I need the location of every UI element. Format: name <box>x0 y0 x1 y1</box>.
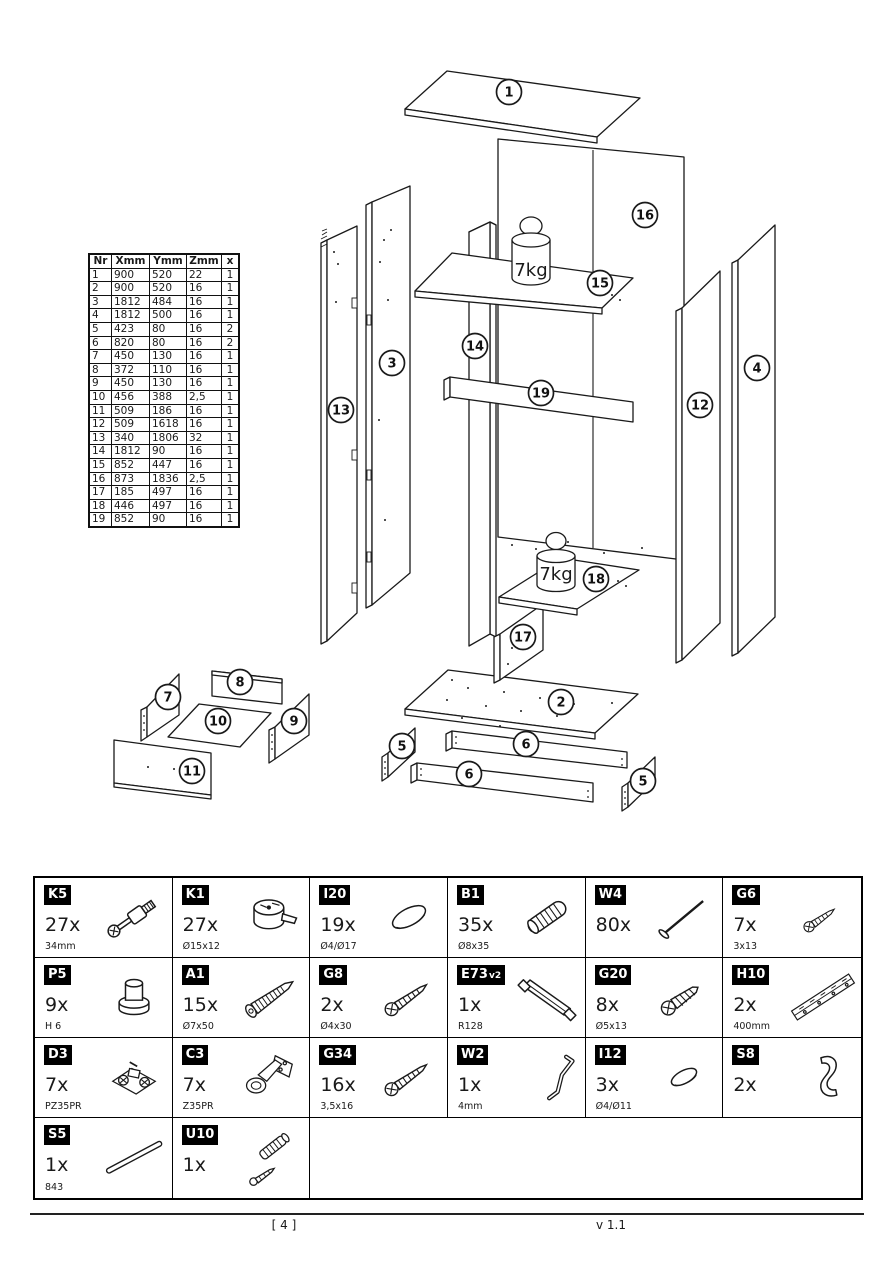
part-spec: H 6 <box>45 1021 62 1032</box>
part-spec: Ø4x30 <box>320 1021 352 1032</box>
table-row: 5 423 80 16 2 <box>89 322 239 336</box>
part-code-badge: E73v2 <box>457 965 505 985</box>
table-row: 7 450 130 16 1 <box>89 350 239 364</box>
table-row: 15 852 447 16 1 <box>89 458 239 472</box>
part-label-16 <box>633 203 658 228</box>
allen-key-icon <box>513 1048 581 1106</box>
table-row: 8 372 110 16 1 <box>89 363 239 377</box>
part-quantity: 15x <box>182 994 219 1016</box>
svg-text:9: 9 <box>289 714 299 730</box>
svg-text:6: 6 <box>521 737 531 753</box>
part-quantity: 27x <box>182 914 219 936</box>
svg-text:6: 6 <box>464 767 474 783</box>
part-quantity: 3x <box>595 1074 619 1096</box>
nail-icon <box>650 888 718 946</box>
confirmat-screw-icon <box>237 968 305 1026</box>
part-code-badge: I20 <box>319 885 350 905</box>
table-row: 1 900 520 22 1 <box>89 268 239 282</box>
screw-small-icon <box>789 888 857 946</box>
part-label-8 <box>228 670 253 695</box>
cam-bolt-icon <box>100 888 168 946</box>
footer-divider <box>30 1213 864 1215</box>
part-quantity: 2x <box>733 994 757 1016</box>
hardware-item-W2 <box>448 1038 586 1118</box>
part-code-badge: G8 <box>319 965 347 985</box>
part-code-badge: C3 <box>182 1045 209 1065</box>
svg-text:8: 8 <box>235 675 245 691</box>
panel-top-1 <box>405 71 640 143</box>
svg-text:19: 19 <box>531 386 551 402</box>
hardware-item-A1 <box>173 958 311 1038</box>
table-row: 17 185 497 16 1 <box>89 486 239 500</box>
svg-text:13: 13 <box>331 403 351 419</box>
wood-dowel-icon <box>513 888 581 946</box>
column-header: x <box>222 254 240 268</box>
part-quantity: 7x <box>182 1074 206 1096</box>
hardware-item-H10 <box>723 958 861 1038</box>
panel-side-12 <box>676 271 720 663</box>
svg-text:3: 3 <box>387 356 397 372</box>
svg-text:11: 11 <box>182 764 202 780</box>
part-quantity: 1x <box>458 994 482 1016</box>
part-spec: Ø4/Ø17 <box>320 941 357 952</box>
cam-lock-icon <box>237 888 305 946</box>
svg-text:16: 16 <box>635 208 655 224</box>
dimensions-table <box>88 253 240 528</box>
part-label-2 <box>549 690 574 715</box>
part-label-6 <box>457 762 482 787</box>
part-code-badge: U10 <box>182 1125 219 1145</box>
panel-side-4 <box>732 225 775 656</box>
part-spec: Ø8x35 <box>458 941 490 952</box>
part-spec: Ø5x13 <box>595 1021 627 1032</box>
hardware-empty-cell <box>310 1118 861 1198</box>
svg-text:14: 14 <box>465 339 485 355</box>
svg-text:17: 17 <box>513 630 533 646</box>
part-label-11 <box>180 759 205 784</box>
part-label-18 <box>584 567 609 592</box>
table-row: 11 509 186 16 1 <box>89 404 239 418</box>
part-label-12 <box>688 393 713 418</box>
part-code-suffix: v2 <box>488 971 502 981</box>
hardware-item-B1 <box>448 878 586 958</box>
hardware-item-G20 <box>586 958 724 1038</box>
part-code-badge: K1 <box>182 885 209 905</box>
part-spec: 4mm <box>458 1101 483 1112</box>
part-quantity: 1x <box>458 1074 482 1096</box>
part-code-badge: S8 <box>732 1045 758 1065</box>
part-quantity: 7x <box>733 914 757 936</box>
part-quantity: 16x <box>320 1074 356 1096</box>
table-row: 4 1812 500 16 1 <box>89 309 239 323</box>
panel-back-16 <box>498 139 684 560</box>
part-spec: 843 <box>45 1182 64 1193</box>
part-spec: Z35PR <box>182 1101 214 1112</box>
table-row: 9 450 130 16 1 <box>89 377 239 391</box>
part-code-badge: S5 <box>44 1125 70 1145</box>
part-label-6 <box>514 732 539 757</box>
screw-icon <box>375 968 443 1026</box>
part-spec: 34mm <box>45 941 76 952</box>
part-code-badge: G6 <box>732 885 760 905</box>
part-quantity: 19x <box>320 914 356 936</box>
dimensions-table-head-row <box>89 254 239 268</box>
part-quantity: 7x <box>45 1074 69 1096</box>
part-label-14 <box>463 334 488 359</box>
sleeve-plug-icon <box>100 968 168 1026</box>
part-label-1 <box>497 80 522 105</box>
wall-anchor-icon <box>237 1128 305 1186</box>
part-quantity: 2x <box>733 1074 757 1096</box>
hardware-item-P5 <box>35 958 173 1038</box>
part-code-badge: B1 <box>457 885 484 905</box>
part-spec: PZ35PR <box>45 1101 82 1112</box>
table-row: 18 446 497 16 1 <box>89 499 239 513</box>
hardware-item-G8 <box>310 958 448 1038</box>
hardware-item-U10 <box>173 1118 311 1198</box>
hardware-item-S5 <box>35 1118 173 1198</box>
part-code-badge: G20 <box>595 965 632 985</box>
table-row: 14 1812 90 16 1 <box>89 445 239 459</box>
hardware-item-C3 <box>173 1038 311 1118</box>
hardware-item-I20 <box>310 878 448 958</box>
part-quantity: 80x <box>595 914 632 936</box>
svg-text:12: 12 <box>690 398 710 414</box>
drawer-slide-icon <box>789 968 857 1026</box>
table-row: 6 820 80 16 2 <box>89 336 239 350</box>
dimensions-table-body <box>89 268 239 527</box>
part-label-13 <box>329 398 354 423</box>
part-code-badge: W4 <box>595 885 626 905</box>
svg-text:5: 5 <box>638 774 648 790</box>
part-code-badge: W2 <box>457 1045 488 1065</box>
column-header: Zmm <box>187 254 222 268</box>
version-label: v 1.1 <box>596 1218 626 1232</box>
table-row: 3 1812 484 16 1 <box>89 295 239 309</box>
weight-label: 7kg <box>514 260 548 281</box>
part-spec: 400mm <box>733 1021 770 1032</box>
svg-text:2: 2 <box>556 695 566 711</box>
cover-cap-icon <box>375 888 443 946</box>
svg-text:4: 4 <box>752 361 762 377</box>
hardware-item-G6 <box>723 878 861 958</box>
part-label-7 <box>156 685 181 710</box>
svg-text:1: 1 <box>504 85 514 101</box>
panel-side-3 <box>366 186 410 608</box>
part-label-5 <box>631 769 656 794</box>
rod-icon <box>100 1128 168 1186</box>
hinge-icon <box>237 1048 305 1106</box>
column-header: Ymm <box>150 254 187 268</box>
part-quantity: 1x <box>45 1154 69 1176</box>
hardware-item-D3 <box>35 1038 173 1118</box>
part-code-badge: K5 <box>44 885 71 905</box>
part-quantity: 9x <box>45 994 69 1016</box>
panel-bottom-2 <box>405 670 638 739</box>
euro-screw-icon <box>650 968 718 1026</box>
part-label-9 <box>282 709 307 734</box>
svg-text:18: 18 <box>586 572 606 588</box>
column-header: Xmm <box>112 254 150 268</box>
part-quantity: 1x <box>182 1154 206 1176</box>
screw-icon <box>375 1048 443 1106</box>
part-label-10 <box>206 709 231 734</box>
part-label-19 <box>529 381 554 406</box>
table-row: 2 900 520 16 1 <box>89 282 239 296</box>
part-spec: Ø7x50 <box>182 1021 214 1032</box>
part-quantity: 2x <box>320 994 344 1016</box>
part-spec: Ø4/Ø11 <box>595 1101 632 1112</box>
table-row: 19 852 90 16 1 <box>89 513 239 527</box>
part-label-15 <box>588 271 613 296</box>
hardware-item-E73 <box>448 958 586 1038</box>
part-code-badge: D3 <box>44 1045 72 1065</box>
part-code-badge: A1 <box>182 965 209 985</box>
svg-text:7: 7 <box>163 690 173 706</box>
hardware-item-K1 <box>173 878 311 958</box>
part-code-badge: H10 <box>732 965 769 985</box>
handle-icon <box>513 968 581 1026</box>
hook-icon <box>789 1048 857 1106</box>
svg-text:5: 5 <box>397 739 407 755</box>
part-quantity: 35x <box>458 914 494 936</box>
page-number: [ 4 ] <box>271 1218 297 1232</box>
part-label-17 <box>511 625 536 650</box>
table-row: 13 340 1806 32 1 <box>89 431 239 445</box>
part-code-badge: G34 <box>319 1045 356 1065</box>
part-label-5 <box>390 734 415 759</box>
rail-6-lower <box>411 763 593 802</box>
part-quantity: 27x <box>45 914 81 936</box>
table-row: 12 509 1618 16 1 <box>89 418 239 432</box>
part-code-badge: I12 <box>595 1045 626 1065</box>
svg-text:10: 10 <box>208 714 228 730</box>
part-label-4 <box>745 356 770 381</box>
panel-side-13 <box>321 226 357 644</box>
svg-text:15: 15 <box>590 276 610 292</box>
part-code-badge: P5 <box>44 965 71 985</box>
part-spec: 3x13 <box>733 941 758 952</box>
hardware-item-I12 <box>586 1038 724 1118</box>
part-spec: R128 <box>458 1021 483 1032</box>
hardware-item-G34 <box>310 1038 448 1118</box>
part-spec: Ø15x12 <box>182 941 220 952</box>
weight-label: 7kg <box>539 564 573 585</box>
hardware-item-W4 <box>586 878 724 958</box>
part-label-3 <box>380 351 405 376</box>
hardware-item-S8 <box>723 1038 861 1118</box>
hardware-grid <box>33 876 863 1200</box>
part-spec: 3,5x16 <box>320 1101 354 1112</box>
cover-cap-small-icon <box>650 1048 718 1106</box>
table-row: 10 456 388 2,5 1 <box>89 390 239 404</box>
table-row: 16 873 1836 2,5 1 <box>89 472 239 486</box>
part-quantity: 8x <box>595 994 619 1016</box>
hinge-plate-icon <box>100 1048 168 1106</box>
hardware-item-K5 <box>35 878 173 958</box>
column-header: Nr <box>89 254 112 268</box>
